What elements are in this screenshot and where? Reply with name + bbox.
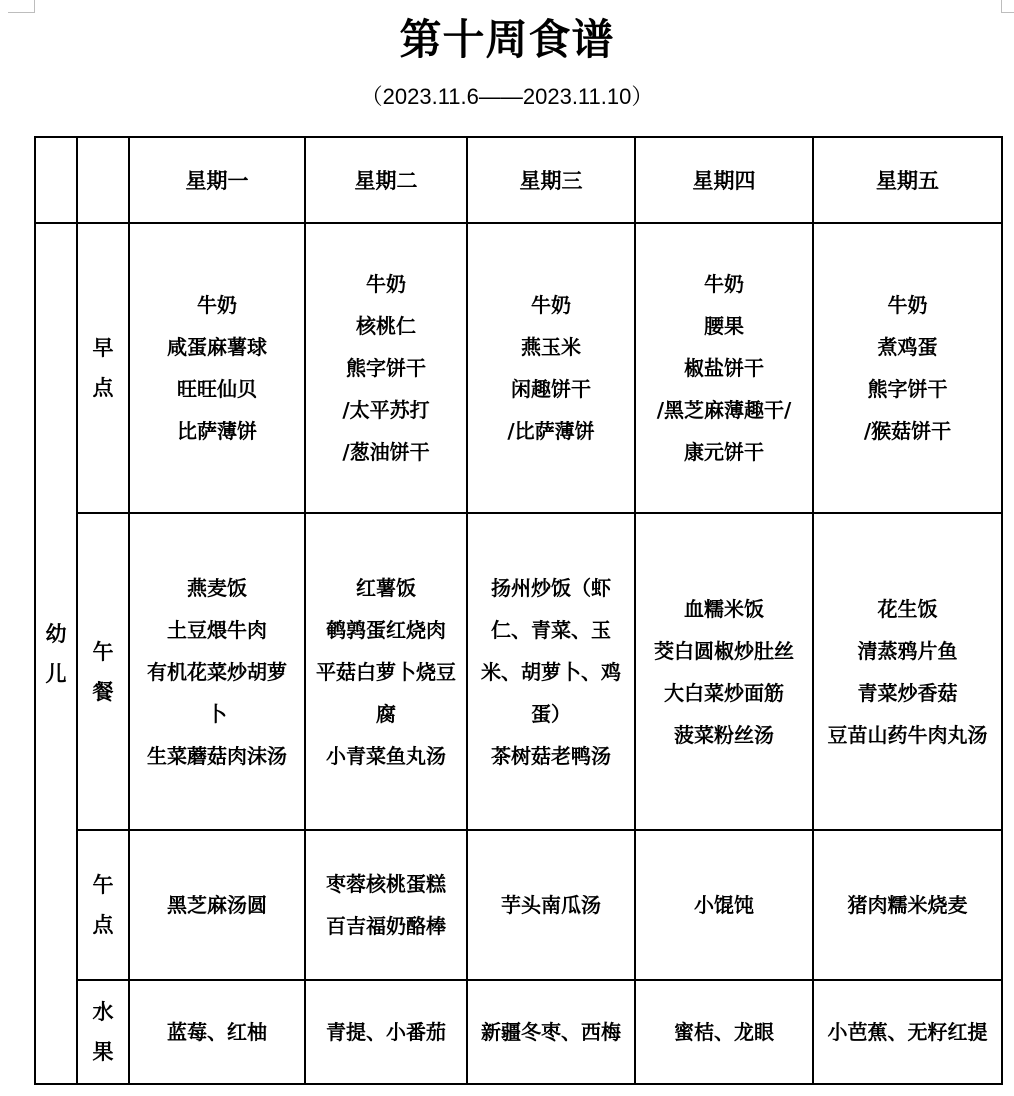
food-item: /比萨薄饼 <box>507 419 595 443</box>
group-cell <box>35 223 77 1084</box>
food-item: 燕玉米 <box>521 335 581 359</box>
meal-name-cell <box>77 223 129 513</box>
food-item: 黑芝麻汤圆 <box>167 893 267 917</box>
meal-name: 早点 <box>92 336 114 400</box>
food-cell <box>129 513 305 830</box>
day-header-mon: 星期一 <box>129 137 305 223</box>
food-item: 清蒸鸦片鱼 <box>857 638 958 663</box>
food-cell <box>129 980 305 1084</box>
group-label: 幼儿 <box>45 621 67 686</box>
food-item: 蜜桔、龙眼 <box>674 1020 774 1044</box>
date-range: （2023.11.6——2023.11.10） <box>360 84 654 109</box>
food-item: 鹌鹑蛋红烧肉 <box>326 617 446 642</box>
meal-name-cell <box>77 513 129 830</box>
food-cell <box>129 830 305 980</box>
food-item: 闲趣饼干 <box>511 377 591 401</box>
food-cell <box>467 223 635 513</box>
food-item: 枣蓉核桃蛋糕 <box>326 872 446 896</box>
food-item: 核桃仁 <box>356 314 416 338</box>
food-cell <box>305 980 467 1084</box>
food-item: 猪肉糯米烧麦 <box>847 893 968 917</box>
food-item: 土豆煨牛肉 <box>167 617 267 642</box>
food-cell <box>635 980 813 1084</box>
day-header-wed: 星期三 <box>467 137 635 223</box>
food-item: 咸蛋麻薯球 <box>167 335 267 359</box>
header-row <box>35 137 1002 223</box>
food-cell <box>813 830 1002 980</box>
food-item: 生菜蘑菇肉沫汤 <box>147 743 287 768</box>
food-cell <box>813 513 1002 830</box>
food-item: 牛奶 <box>531 293 571 317</box>
food-item: 熊字饼干 <box>867 377 948 401</box>
food-item: /太平苏打 <box>342 398 430 422</box>
food-cell <box>467 830 635 980</box>
day-header-thu: 星期四 <box>635 137 813 223</box>
food-item: 小青菜鱼丸汤 <box>326 743 446 768</box>
food-item: /葱油饼干 <box>342 440 430 464</box>
food-cell <box>305 830 467 980</box>
food-item: 茶树菇老鸭汤 <box>491 743 611 768</box>
food-item: 百吉福奶酪棒 <box>326 914 446 938</box>
day-header-fri: 星期五 <box>813 137 1002 223</box>
header-blank-cell <box>77 137 129 223</box>
food-item: 小馄饨 <box>694 893 754 917</box>
food-item: 平菇白萝卜烧豆腐 <box>316 659 456 726</box>
food-item: 燕麦饭 <box>187 575 247 600</box>
page-title: 第十周食谱 <box>399 15 615 64</box>
meal-name-cell <box>77 980 129 1084</box>
food-item: /猴菇饼干 <box>863 419 952 443</box>
food-cell <box>129 223 305 513</box>
food-cell <box>467 980 635 1084</box>
food-item: 大白菜炒面筋 <box>664 680 784 705</box>
food-cell <box>813 980 1002 1084</box>
meal-row-breakfast <box>35 223 1002 513</box>
food-cell <box>635 830 813 980</box>
food-cell <box>305 513 467 830</box>
food-cell <box>813 223 1002 513</box>
meal-row-lunch <box>35 513 1002 830</box>
food-item: 红薯饭 <box>356 575 416 600</box>
food-item: 比萨薄饼 <box>177 419 257 443</box>
food-item: 蓝莓、红柚 <box>167 1020 267 1044</box>
food-cell <box>635 223 813 513</box>
food-item: 茭白圆椒炒肚丝 <box>654 638 794 663</box>
food-item: 牛奶 <box>197 293 237 317</box>
day-header-tue: 星期二 <box>305 137 467 223</box>
menu-table <box>34 136 1003 1085</box>
meal-row-fruit <box>35 980 1002 1084</box>
food-item: 菠菜粉丝汤 <box>674 722 774 747</box>
food-cell <box>635 513 813 830</box>
food-item: 血糯米饭 <box>684 596 764 621</box>
food-item: 康元饼干 <box>684 440 764 464</box>
food-cell <box>467 513 635 830</box>
food-cell <box>305 223 467 513</box>
meal-name: 午餐 <box>92 639 114 704</box>
food-item: 牛奶 <box>704 272 744 296</box>
food-item: 椒盐饼干 <box>684 356 764 380</box>
food-item: 旺旺仙贝 <box>177 377 257 401</box>
food-item: 豆苗山药牛肉丸汤 <box>827 722 988 747</box>
food-item: 青提、小番茄 <box>326 1020 446 1044</box>
food-item: 新疆冬枣、西梅 <box>481 1020 621 1044</box>
food-item: 牛奶 <box>887 293 928 317</box>
meal-name-cell <box>77 830 129 980</box>
food-item: 花生饭 <box>877 596 938 621</box>
food-item: 扬州炒饭（虾仁、青菜、玉米、胡萝卜、鸡蛋） <box>481 575 621 726</box>
food-item: 腰果 <box>704 314 744 338</box>
food-item: /黑芝麻薄趣干/ <box>656 398 792 422</box>
meal-row-afternoon-snack <box>35 830 1002 980</box>
meal-name: 午点 <box>92 873 114 937</box>
meal-name: 水果 <box>92 1000 114 1064</box>
food-item: 青菜炒香菇 <box>857 680 958 705</box>
food-item: 牛奶 <box>366 272 406 296</box>
food-item: 有机花菜炒胡萝卜 <box>147 659 287 726</box>
food-item: 熊字饼干 <box>346 356 426 380</box>
header-corner-cell <box>35 137 77 223</box>
food-item: 小芭蕉、无籽红提 <box>827 1020 988 1044</box>
food-item: 芋头南瓜汤 <box>501 893 601 917</box>
food-item: 煮鸡蛋 <box>877 335 938 359</box>
